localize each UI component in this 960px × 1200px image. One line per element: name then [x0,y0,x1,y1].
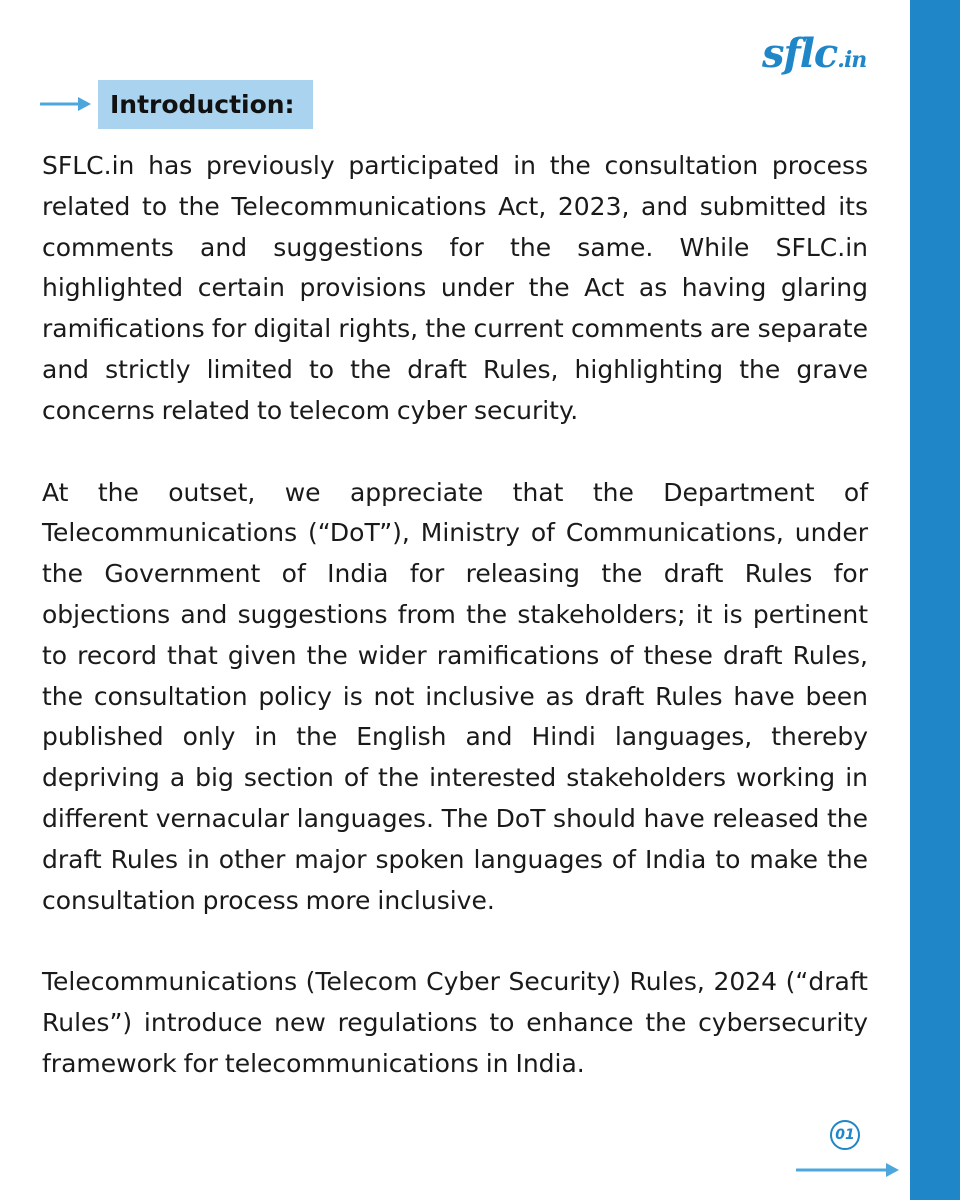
paragraph-3: Telecommunications (Telecom Cyber Security) Rules, 2024 (“draft Rules”) introduce new regulations to enhance the cybersecurity framework for telecommunications in India. [42,967,868,1078]
logo-suffix-text: .in [837,47,867,73]
body-text [42,146,868,1126]
sflc-logo [762,30,866,77]
paragraph-1: SFLC.in has previously participated in the consultation process related to the Telecommunications Act, 2023, and submitted its comments and suggestions for the same. While SFLC.in highlighted certain provisions under the Act as having glaring ramifications for digital rights, the current comments are separate and strictly limited to the draft Rules, highlighting the grave concerns related to telecom cyber security. [42,151,868,425]
page-number: 01 [830,1120,860,1150]
section-heading: Introduction: [98,80,313,129]
next-arrow-icon [796,1160,900,1180]
paragraph-2: At the outset, we appreciate that the Department of Telecommunications (“DoT”), Ministry of Communications, under the Government of India for releasing the draft Rules for objections and suggestions from the stakeholders; it is pertinent to record that given the wider ramifications of these draft Rules, the consultation policy is not inclusive as draft Rules have been published only in the English and Hindi languages, thereby depriving a big section of the interested stakeholders working in different vernacular languages. The DoT should have released the draft Rules in other major spoken languages of India to make the consultation process more inclusive. [42,477,868,915]
arrow-right-icon [40,94,92,114]
side-accent-bar [910,0,960,1200]
logo-main-text: sflc [762,30,838,77]
